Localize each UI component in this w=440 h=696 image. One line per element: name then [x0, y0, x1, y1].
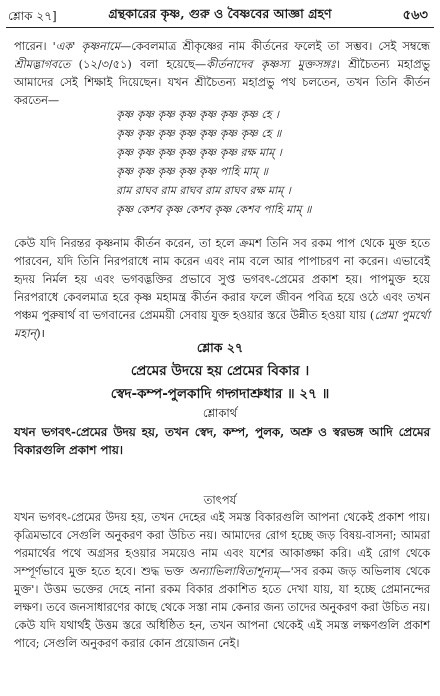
chant-line: কৃষ্ণ কৃষ্ণ কৃষ্ণ কৃষ্ণ কৃষ্ণ কৃষ্ণ রক্ষ মাম্ । [116, 146, 282, 159]
paragraph-holy-name [14, 235, 430, 343]
page-number: ৫৬৩ [402, 8, 428, 23]
chant-line: কৃষ্ণ কেশব কৃষ্ণ কেশব কৃষ্ণ কেশব পাহি মাম্ ॥ [116, 203, 312, 216]
text-run: । শ্রীচৈতন্য মহাপ্রভু আমাদের সেই শিক্ষাই দিয়েছেন। যখন শ্রীচৈতন্য মহাপ্রভু পথ চলতেন, তখন তিনি কীর্তন করতেন— [14, 58, 430, 107]
text-run: কেউ যদি নিরন্তর কৃষ্ণনাম কীর্তন করেন, তা হলে ক্রমশ তিনি সব রকম পাপ থেকে মুক্ত হতে পারবেন, যদি তিনি নিরপরাধে নাম করেন এবং নাম বলে আর পাপাচরণ না করেন। এভাবেই হৃদয় নির্মল হয় এবং ভগবদ্ভক্তির প্রভাবে সুপ্ত ভগবৎ-প্রেমের প্রকাশ হয়। পাপমুক্ত হয়ে নিরপরাধে কেবলমাত্র হরে কৃষ্ণ মহামন্ত্র কীর্তন করার ফলে জীবন পবিত্র হয়ে ওঠে এবং তখন পঞ্চম পুরুষার্থ বা ভগবানের প্রেমময়ী সেবায় যুক্ত হওয়ার স্তরে উন্নীত হওয়া যায় ( [14, 237, 430, 322]
text-run: )। [36, 327, 45, 340]
chant-line: কৃষ্ণ কৃষ্ণ কৃষ্ণ কৃষ্ণ কৃষ্ণ পাহি মাম্ ॥ [116, 165, 268, 178]
verse-number: শ্লোক ২৭ [196, 340, 244, 355]
running-header [8, 6, 432, 28]
purport-heading: তাৎপর্য [203, 493, 237, 507]
text-run: যখন ভগবৎ-প্রেমের উদয় হয়, তখন দেহের এই সমস্ত বিকারগুলি আপনা থেকেই প্রকাশ পায়। কৃত্রিমভাবে সেগুলি অনুকরণ করা উচিত নয়। আমাদের রোগ হচ্ছে জড় বিষয়-বাসনা; আমরা পরমার্থের পথে অগ্রসর হওয়ার সময়েও নাম এবং যশের আকাঙ্ক্ষা করি। এই রোগ থেকে সম্পূর্ণভাবে মুক্ত হতে হবে। শুদ্ধ ভক্ত [14, 511, 430, 578]
italic-term: 'এক' কৃষ্ণনামে [52, 40, 120, 53]
paragraph-intro [14, 38, 430, 110]
header-rule [6, 27, 434, 28]
text-run: (১২/৩/৫১) বলা হয়েছে— [70, 58, 207, 71]
scripture-name: শ্রীমদ্ভাগবতে [14, 58, 71, 71]
translation-text: যখন ভগবৎ-প্রেমের উদয় হয়, তখন স্বেদ, কম্প, পুলক, অশ্রু ও স্বরভঙ্গ আদি প্রেমের বিকারগুলি প্রকাশ পায়। [14, 425, 430, 457]
italic-quote: প্রেমা পুমর্থো মহান্ [14, 309, 430, 340]
chant-line: কৃষ্ণ কৃষ্ণ কৃষ্ণ কৃষ্ণ কৃষ্ণ কৃষ্ণ কৃষ্ণ হে । [116, 108, 279, 121]
chant-line: রাম রাঘব রাম রাঘব রাম রাঘব রক্ষ মাম্ । [116, 184, 291, 197]
text-run: পারেন। [14, 40, 53, 53]
text-run: —'সব রকম জড় অভিলাষ থেকে মুক্ত'। উত্তম ভক্তের দেহে নানা রকম বিকার প্রকাশিত হতে দেখা যায়, যা হচ্ছে প্রেমানন্দের লক্ষণ। তবে জনসাধারণের কাছে থেকে সস্তা নাম কেনার জন্য তাদের অনুকরণ করা উচিত নয়। কেউ যদি যথার্থই উত্তম স্তরে অধিষ্ঠিত হন, তখন আপনা থেকেই এই সমস্ত লক্ষণগুলি প্রকাশ পাবে; সেগুলি অনুকরণ করার কোন প্রয়োজন নেই। [14, 565, 430, 650]
kirtan-block [116, 105, 311, 219]
chapter-title: গ্রন্থকারের কৃষ্ণ, গুরু ও বৈষ্ণবের আজ্ঞা গ্রহণ [108, 6, 332, 21]
scripture-quote: কীর্তনাদেব কৃষ্ণস্য মুক্তসঙ্গঃ [206, 58, 336, 71]
translation-heading: শ্লোকার্থ [202, 406, 238, 420]
chant-line: কৃষ্ণ কৃষ্ণ কৃষ্ণ কৃষ্ণ কৃষ্ণ কৃষ্ণ কৃষ্ণ হে ॥ [116, 127, 282, 140]
purport-text [14, 509, 430, 653]
verse-line-1: প্রেমের উদয়ে হয় প্রেমের বিকার । [130, 363, 310, 379]
verse-line-2: স্বেদ-কম্প-পুলকাদি গদ্গদাশ্রুধার ॥ ২৭ ॥ [110, 386, 330, 402]
text-run: —কেবলমাত্র শ্রীকৃষ্ণের নাম কীর্তনের ফলেই তা সম্ভব। সেই সম্বন্ধে [120, 40, 431, 53]
verse-reference: শ্লোক ২৭] [8, 9, 57, 23]
italic-term: অন্যাভিলাষিতাশূন্যম্ [188, 565, 280, 578]
